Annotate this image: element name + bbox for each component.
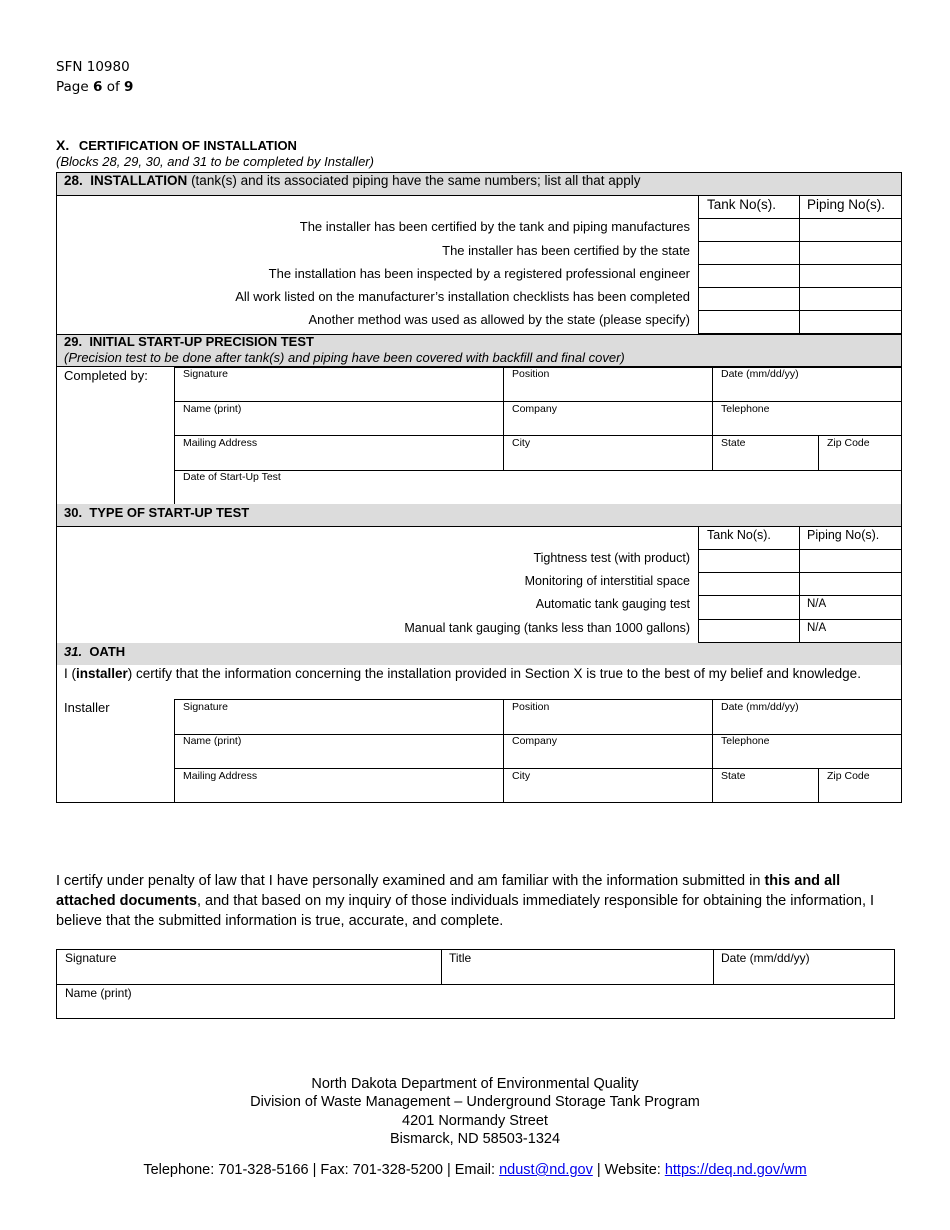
state-field[interactable]: State	[712, 435, 819, 471]
page-current: 6	[92, 79, 103, 95]
block28-row-label: The installer has been certified by the tank and piping manufactures	[299, 219, 690, 234]
form-number: SFN 10980	[56, 59, 130, 75]
block30-piping-input[interactable]	[799, 549, 902, 573]
oath-mailing-address-field[interactable]: Mailing Address	[174, 768, 504, 803]
block31-header	[57, 643, 901, 665]
block30-tank-input[interactable]	[698, 549, 800, 573]
block31-title-text: OATH	[89, 644, 126, 659]
page-total: 9	[124, 79, 134, 95]
block28-title	[64, 173, 641, 188]
block28-row-label: All work listed on the manufacturer’s installation checklists has been completed	[235, 289, 690, 304]
start-up-test-date-field[interactable]: Date of Start-Up Test	[174, 470, 902, 505]
block30-title-text: TYPE OF START-UP TEST	[89, 505, 250, 520]
block28-tank-input[interactable]	[698, 264, 800, 288]
mailing-address-field[interactable]: Mailing Address	[174, 435, 504, 471]
page-prefix: Page	[56, 79, 89, 95]
block29-note: (Precision test to be done after tank(s) and piping have been covered with backfill and final cover)	[64, 350, 625, 365]
oath-zip-code-field[interactable]: Zip Code	[818, 768, 902, 803]
block28-piping-input[interactable]	[799, 287, 902, 311]
telephone-field[interactable]: Telephone	[712, 401, 902, 436]
zip-code-field[interactable]: Zip Code	[818, 435, 902, 471]
block28-title-text: INSTALLATION	[90, 173, 188, 188]
oath-date-field[interactable]: Date (mm/dd/yy)	[712, 699, 902, 735]
oath-statement: I (installer) certify that the information concerning the installation provided in Section X is true to the best of my belief and knowledge.	[64, 666, 861, 681]
installer-label: Installer	[64, 700, 110, 715]
block28-tank-input[interactable]	[698, 287, 800, 311]
block28-piping-input[interactable]	[799, 218, 902, 242]
oath-name-field[interactable]: Name (print)	[174, 734, 504, 769]
block30-piping-na: N/A	[799, 595, 902, 620]
oath-company-field[interactable]: Company	[503, 734, 713, 769]
block28-title-note: (tank(s) and its associated piping have the same numbers; list all that apply	[191, 173, 641, 188]
certification-statement: I certify under penalty of law that I have personally examined and am familiar with the information submitted in this and all attached documents, and that based on my inquiry of those individuals immediately responsible for obtaining the information, I believe that the submitted information is true, accurate, and complete.	[56, 873, 875, 929]
block28-piping-input[interactable]	[799, 241, 902, 265]
block28-piping-input[interactable]	[799, 310, 902, 334]
oath-telephone-field[interactable]: Telephone	[712, 734, 902, 769]
block30-row-label: Automatic tank gauging test	[535, 597, 690, 611]
date-field[interactable]: Date (mm/dd/yy)	[712, 367, 902, 402]
oath-city-field[interactable]: City	[503, 768, 713, 803]
footer-city: Bismarck, ND 58503-1324	[389, 1131, 561, 1147]
company-field[interactable]: Company	[503, 401, 713, 436]
block30-tank-input[interactable]	[698, 595, 800, 620]
block30-row-label: Monitoring of interstitial space	[524, 574, 690, 588]
block28-row-label: The installer has been certified by the state	[442, 243, 690, 258]
cert-date-field[interactable]: Date (mm/dd/yy)	[713, 949, 895, 985]
footer-department: North Dakota Department of Environmental Quality	[311, 1076, 639, 1092]
cert-title-field[interactable]: Title	[441, 949, 714, 985]
position-field[interactable]: Position	[503, 367, 713, 402]
block30-row-label: Tightness test (with product)	[533, 551, 690, 565]
block31-number: 31.	[64, 644, 83, 659]
block31-title	[64, 644, 125, 659]
section-title	[56, 137, 297, 153]
block28-row-label: The installation has been inspected by a registered professional engineer	[268, 266, 690, 281]
block29-title	[64, 334, 314, 349]
signature-field[interactable]: Signature	[174, 367, 504, 402]
footer-contact: Telephone: 701-328-5166 | Fax: 701-328-5200 | Email: ndust@nd.gov | Website: https://deq.nd.gov/wm	[143, 1162, 807, 1178]
cert-name-field[interactable]: Name (print)	[56, 984, 895, 1019]
block30-tank-input[interactable]	[698, 619, 800, 643]
oath-signature-field[interactable]: Signature	[174, 699, 504, 735]
footer-street: 4201 Normandy Street	[402, 1113, 548, 1129]
oath-position-field[interactable]: Position	[503, 699, 713, 735]
block30-title	[64, 505, 249, 520]
block28-tank-input[interactable]	[698, 310, 800, 334]
section-note: (Blocks 28, 29, 30, and 31 to be completed by Installer)	[56, 154, 374, 169]
block30-piping-na: N/A	[799, 619, 902, 643]
email-link[interactable]: ndust@nd.gov	[499, 1162, 593, 1178]
name-field[interactable]: Name (print)	[174, 401, 504, 436]
cert-signature-field[interactable]: Signature	[56, 949, 442, 985]
block29-title-text: INITIAL START-UP PRECISION TEST	[89, 334, 314, 349]
city-field[interactable]: City	[503, 435, 713, 471]
page-of: of	[106, 79, 120, 95]
block30-row-label: Manual tank gauging (tanks less than 1000 gallons)	[404, 621, 690, 635]
block28-tank-input[interactable]	[698, 241, 800, 265]
section-title-text: CERTIFICATION OF INSTALLATION	[78, 138, 297, 153]
block28-piping-input[interactable]	[799, 264, 902, 288]
block29-number: 29.	[64, 334, 83, 349]
block30-tank-input[interactable]	[698, 572, 800, 596]
footer-division: Division of Waste Management – Underground Storage Tank Program	[250, 1094, 700, 1110]
completed-by-label: Completed by:	[64, 368, 148, 383]
block30-piping-input[interactable]	[799, 572, 902, 596]
block28-tank-input[interactable]	[698, 218, 800, 242]
section-letter: X.	[56, 137, 70, 153]
block30-piping-header: Piping No(s).	[799, 526, 902, 550]
block28-piping-header: Piping No(s).	[799, 195, 902, 219]
oath-state-field[interactable]: State	[712, 768, 819, 803]
block28-number: 28.	[64, 173, 83, 188]
page-indicator	[56, 77, 133, 97]
block28-row-label: Another method was used as allowed by the state (please specify)	[308, 312, 690, 327]
block30-number: 30.	[64, 505, 83, 520]
website-link[interactable]: https://deq.nd.gov/wm	[664, 1162, 807, 1178]
block30-tank-header: Tank No(s).	[698, 526, 800, 550]
block28-tank-header: Tank No(s).	[698, 195, 800, 219]
